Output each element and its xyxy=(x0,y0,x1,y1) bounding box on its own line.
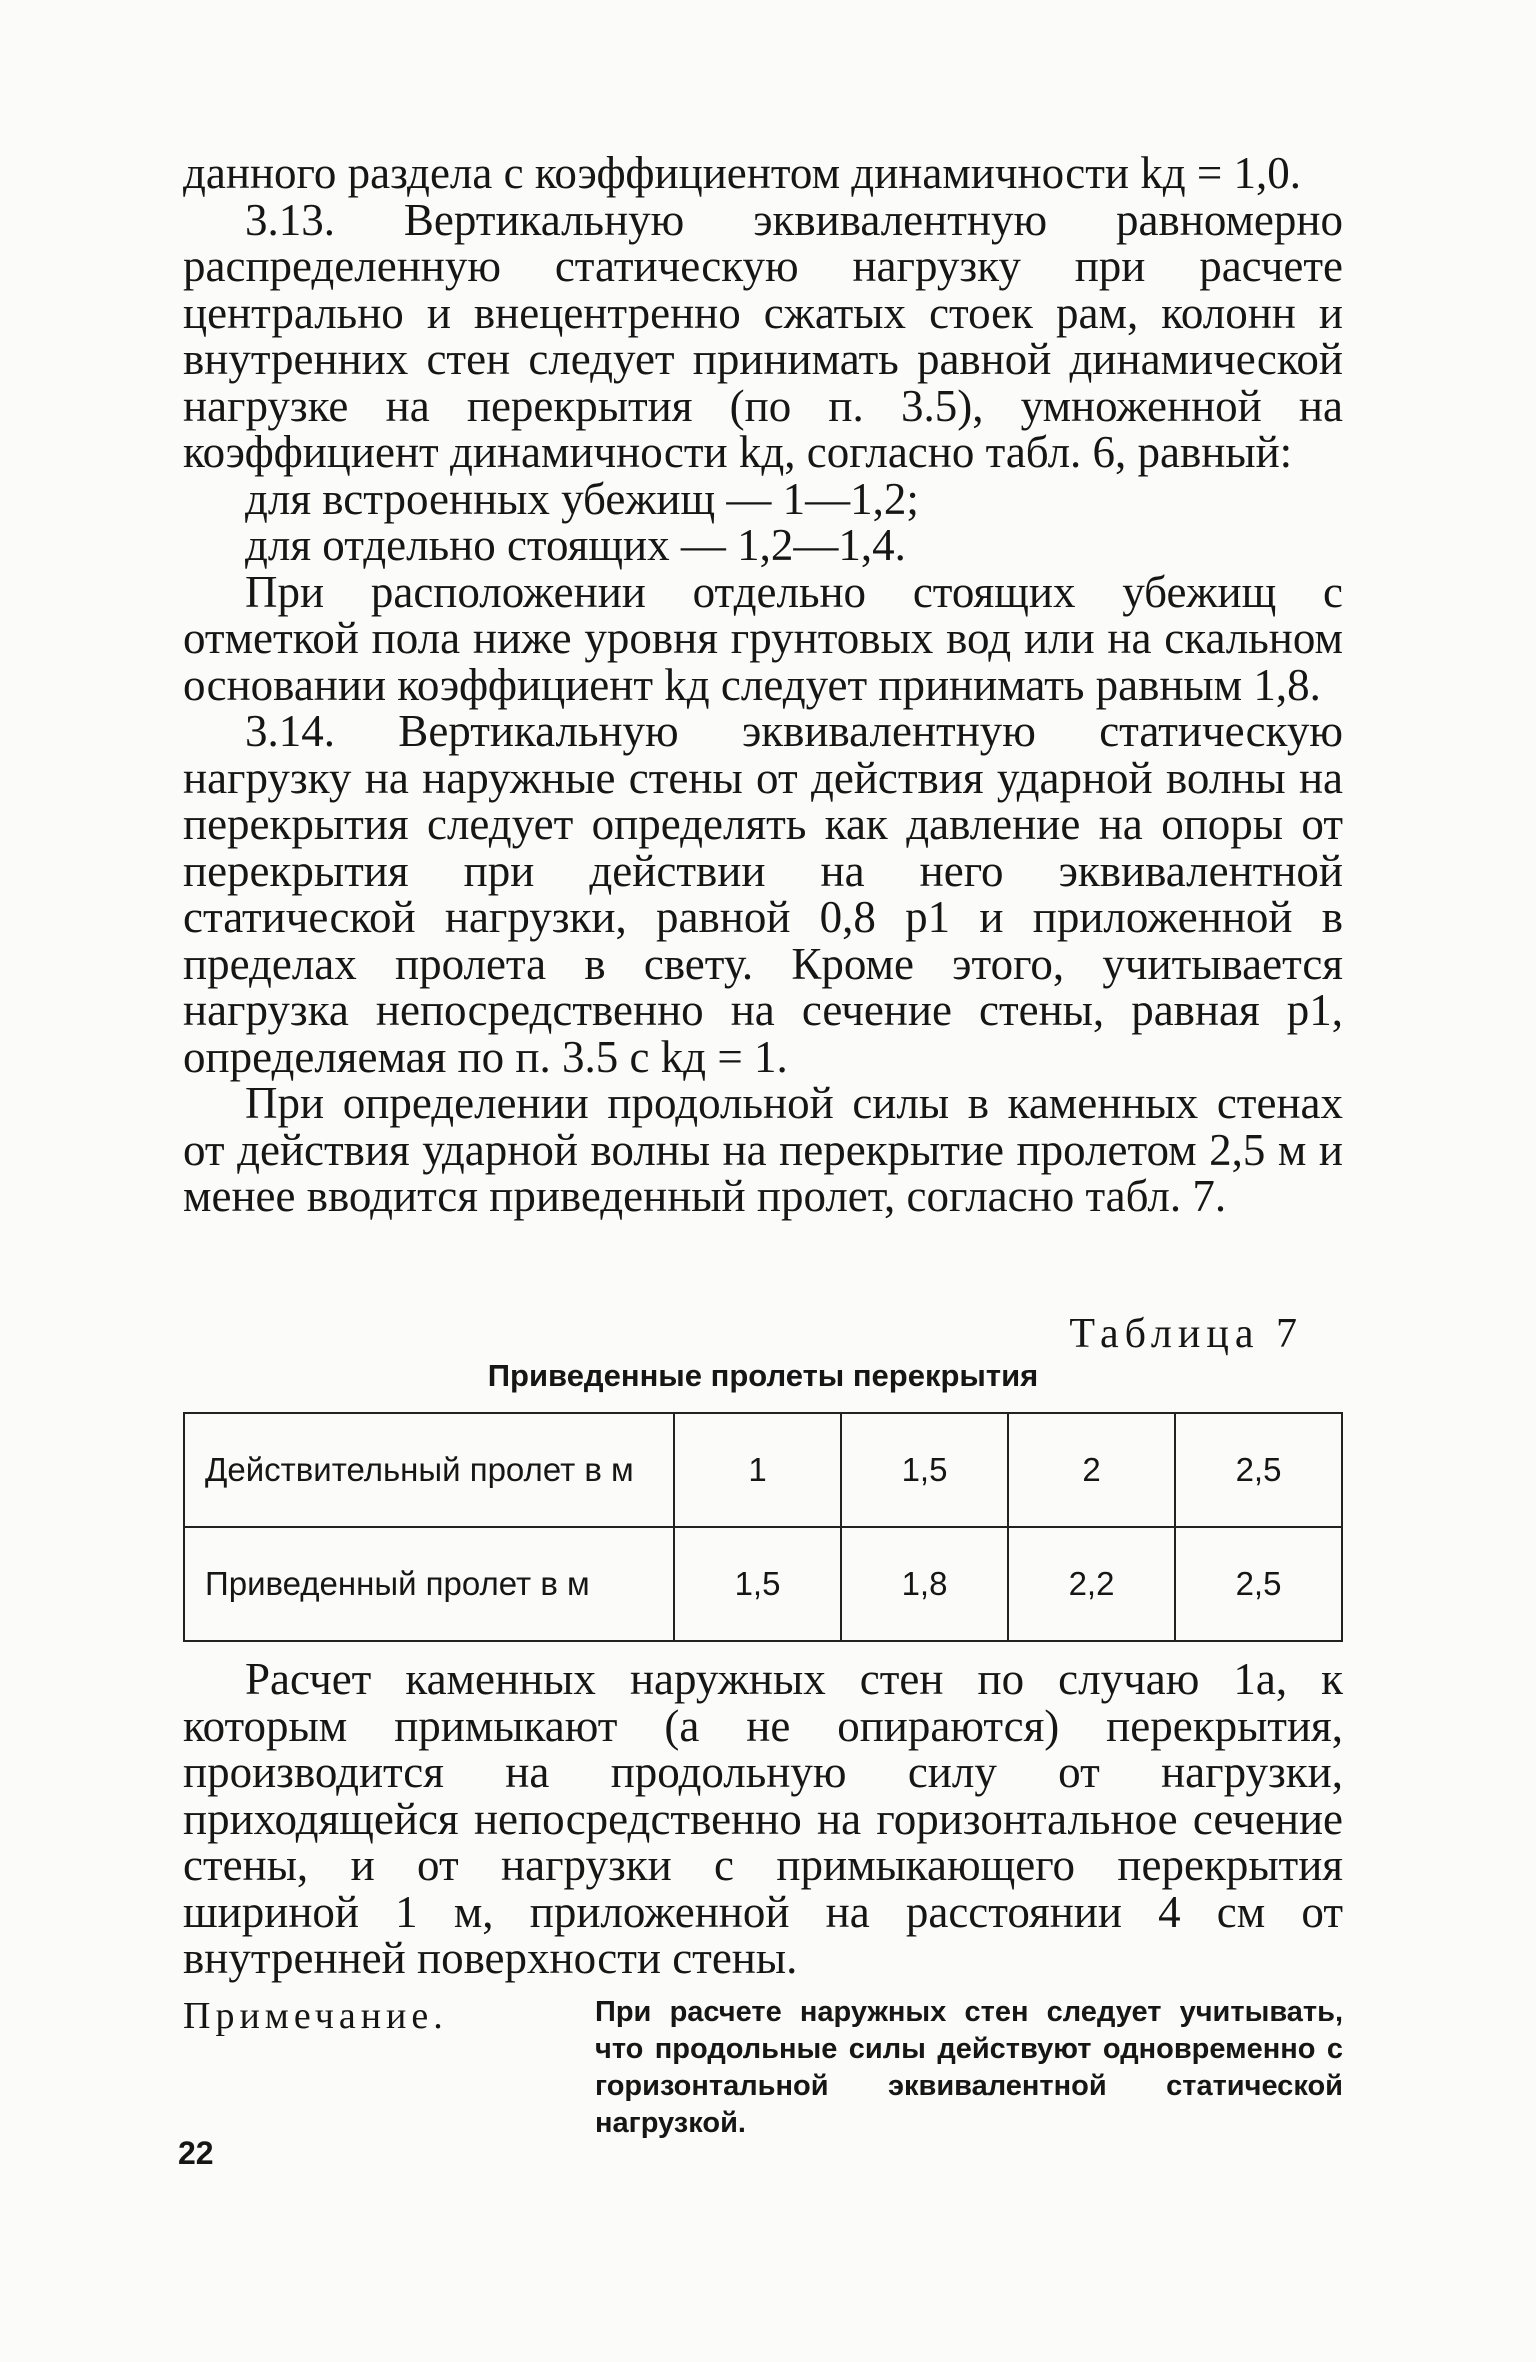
table-cell: 1,5 xyxy=(841,1413,1008,1527)
table-cell: 2 xyxy=(1008,1413,1175,1527)
table-row-label: Приведенный пролет в м xyxy=(184,1527,674,1641)
table-cell: 1,5 xyxy=(674,1527,841,1641)
table-cell: 2,2 xyxy=(1008,1527,1175,1641)
paragraph-3-14: 3.14. Вертикальную эквивалентную статическую нагрузку на наружные стены от действия ударной волны на перекрытия следует определять как давление на опоры от перекрытия при действии на него эквивалентной статической нагрузки, равной 0,8 p1 и приложенной в пределах пролета в свету. Кроме этого, учитывается нагрузка непосредственно на сечение стены, равная p1, определяемая по п. 3.5 с kд = 1. xyxy=(183,706,1343,1082)
note-label: Примечание. xyxy=(183,1995,448,2037)
spans-table xyxy=(183,1412,1343,1642)
note-text: При расчете наружных стен следует учитывать, что продольные силы действуют одновременно с горизонтальной эквивалентной статической нагрузкой. xyxy=(595,1996,1343,2139)
table-row xyxy=(184,1413,1342,1527)
table-cell: 1 xyxy=(674,1413,841,1527)
paragraph-continuation: данного раздела с коэффициентом динамичности kд = 1,0. xyxy=(183,148,1301,198)
page-body xyxy=(183,148,1343,2139)
table-cell: 1,8 xyxy=(841,1527,1008,1641)
paragraph-masonry-walls: Расчет каменных наружных стен по случаю 1а, к которым примыкают (а не опираются) перекрытия, производится на продольную силу от нагрузки, приходящейся непосредственно на горизонтальное сечение стены, и от нагрузки с примыкающего перекрытия шириной 1 м, приложенной на расстоянии 4 см от внутренней поверхности стены. xyxy=(183,1654,1343,1983)
table-row-label: Действительный пролет в м xyxy=(184,1413,674,1527)
list-item-built-in: для встроенных убежищ — 1—1,2; xyxy=(245,473,919,524)
paragraph-groundwater: При расположении отдельно стоящих убежищ с отметкой пола ниже уровня грунтовых вод или на скальном основании коэффициент kд следует принимать равным 1,8. xyxy=(183,566,1343,710)
table-row xyxy=(184,1527,1342,1641)
table-cell: 2,5 xyxy=(1175,1413,1342,1527)
after-table-block xyxy=(183,1656,1343,1982)
table-number: Таблица 7 xyxy=(1069,1311,1303,1357)
table-title: Приведенные пролеты перекрытия xyxy=(487,1358,1039,1393)
list-item-standalone: для отдельно стоящих — 1,2—1,4. xyxy=(245,520,906,570)
paragraph-longitudinal-force: При определении продольной силы в каменных стенах от действия ударной волны на перекрытие пролетом 2,5 м и менее вводится приведенный пролет, согласно табл. 7. xyxy=(183,1078,1343,1221)
table-cell: 2,5 xyxy=(1175,1527,1342,1641)
page-number: 22 xyxy=(178,2135,214,2171)
paragraph-3-13: 3.13. Вертикальную эквивалентную равномерно распределенную статическую нагрузку при расчете центрально и внецентренно сжатых стоек рам, колонн и внутренних стен следует принимать равной динамической нагрузке на перекрытия (по п. 3.5), умноженной на коэффициент динамичности kд, согласно табл. 6, равный: xyxy=(183,194,1343,477)
